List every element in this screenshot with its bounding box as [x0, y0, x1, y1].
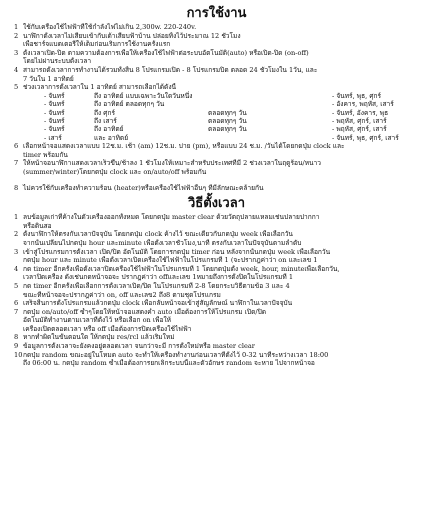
item-text: กด timer อีกครั้งเพื่อตั้งเวลาปิดเครื่องใช้ไฟฟ้าในโปรแกรมที่ 1 โดยกดปุ่มตั้ง week, hour, minuteเพื่อเลือกวัน, [23, 264, 340, 273]
schedule-cell [208, 92, 328, 100]
item-number: 10 [14, 350, 23, 359]
item-text: กดปุ่ม random ขณะอยู่ในโหมด auto จะทำให้เครื่องทำงานก่อนเวลาที่ตั้งไว้ 0-32 นาทีระหว่างเวลา 18:00 [23, 350, 329, 359]
item-number: 6 [14, 299, 19, 308]
item-number: 7 [14, 159, 19, 168]
schedule-cell [208, 134, 328, 142]
schedule-cell: ตลอดทุกๆ วัน [208, 125, 247, 134]
usage-item-7 [14, 159, 419, 176]
item-text: ใช้กับเครื่องใช้ไฟฟ้าที่ใช้กำลังไฟไม่เกิน 2,300w. 220-240v. [23, 23, 197, 31]
item-text-cont: เพื่อชาร์จแบตเตอรี่ให้เต็มก่อนเริ่มการใช้งานครั้งแรก [23, 40, 171, 49]
item-text-cont: เวลาปิดเครื่อง ดังเช่นกดหน้าจอจะ ปรากฎค่าว่า offและเลข 1หมายถึงการตั้งปิดในโปรแกรมที่ 1 [23, 273, 294, 282]
setup-item-8 [14, 333, 419, 342]
setup-item-1 [14, 213, 419, 230]
schedule-cell: - พฤหัส, ศุกร์, เสาร์ [332, 116, 387, 125]
item-number: 3 [14, 247, 19, 256]
item-number: 1 [14, 213, 19, 222]
setup-item-4 [14, 265, 419, 282]
item-text: หากทำผิดในขั้นตอนใด ให้กดปุ่ม res/rcl แล้วเริ่มใหม่ [23, 333, 175, 342]
setup-item-10 [14, 351, 419, 368]
item-number: 8 [14, 333, 19, 342]
schedule-cell: - จันทร์ [44, 100, 65, 109]
item-number: 4 [14, 264, 19, 273]
item-text: สามารถตั้งเวลาการทำงานได้รวมทั้งสิ้น 8 โปรแกรมเปิด - 8 โปรแกรมปิด ตลอด 24 ชั่วโมงใน 1วัน, และ [23, 65, 318, 74]
schedule-cell: ตลอดทุกๆ วัน [208, 116, 247, 125]
schedule-cell: และ อาทิตย์ [94, 133, 129, 142]
item-number: 7 [14, 307, 19, 316]
item-text: ลบข้อมูลเก่าที่ค้างในตัวเครื่องออกทั้งหมด โดยกดปุ่ม master clear ด้วยวัตถุปลายแหลมเช่นปลายปากกา [23, 213, 320, 222]
item-text: นาฬิกาตั้งเวลาไม่เสียบเข้ากับเต้าเสียบฟ้าบ้าน ปล่อยทิ้งไว้ประมาณ 12 ชั่วโมง [23, 31, 241, 40]
setup-item-2 [14, 230, 419, 247]
setup-item-6 [14, 299, 419, 308]
schedule-cell: - จันทร์ [44, 91, 65, 100]
item-text: ให้หน้าจอนาฬิกาแสดงเวลาเร็วขึ้น/ช้าลง 1 ชั่วโมงให้เหมาะสำหรับประเทศที่มี 2 ช่วงเวลาในฤดูร้อน/หนาว [23, 159, 321, 168]
schedule-cell: - เสาร์ [44, 133, 62, 142]
item-text: ไม่ควรใช้กับเครื่องทำความร้อน (heater)หรือเครื่องใช้ไฟฟ้าอื่นๆ ที่มีลักษณะคล้ายกัน [23, 183, 264, 192]
item-text: ช่วงเวลาการตั้งเวลาใน 1 อาทิตย์ สามารถเลือกได้ดังนี้ [23, 83, 177, 92]
usage-note-8 [14, 184, 419, 193]
item-number: 5 [14, 281, 19, 290]
item-text: เลือกหน้าจอแสดงเวลาแบบ 12ช.ม. เช้า (am) 12ช.ม. บ่าย (pm), หรือแบบ 24 ช.ม. /วันได้โดยกดปุ่ม clock และ [23, 142, 345, 151]
item-text-cont: หรือดินสอ [23, 221, 52, 230]
setup-item-3 [14, 248, 419, 265]
item-text: เสร็จสิ้นการตั้งโปรแกรมแล้วกดปุ่ม clock เพื่อกลับหน้าจอเข้าสู่สัญลักษณ์ นาฬิกาในเวลาปัจจุบัน [23, 299, 293, 308]
usage-item-6 [14, 142, 419, 159]
item-number: 5 [14, 83, 19, 92]
schedule-cell: - จันทร์ [44, 125, 65, 134]
schedule-cell: - จันทร์ [44, 108, 65, 117]
usage-item-2 [14, 32, 419, 49]
setup-item-9 [14, 342, 419, 351]
item-text: เข้าสู่โปรแกรมการตั้งเวลา เปิด/ปิด อัตโนมัติ โดยการกดปุ่ม timer ก่อน หลังจากนั้นกดปุ่ม week เพื่อเลือกวัน [23, 247, 331, 256]
item-text-cont: กดปุ่ม hour และ minute เพื่อตั้งเวลาเปิดเครื่องใช้ไฟฟ้าในโปรแกรมที่ 1 (จะปรากฎค่าว่า on และเลข 1 [23, 256, 318, 265]
schedule-cell [208, 100, 328, 108]
schedule-cell: - จันทร์, อังคาร, พุธ [332, 108, 389, 117]
setup-item-7 [14, 308, 419, 334]
schedule-cell: ตลอดทุกๆ วัน [208, 108, 247, 117]
item-text-cont: โดยไม่ผ่านระบบตั้งเวลา [23, 57, 92, 66]
item-text-cont: timer พร้อมกัน [23, 150, 68, 159]
usage-item-3 [14, 49, 419, 66]
item-text: ตั้งเวลาเปิด-ปิด ตามความต้องการเพื่อให้เครื่องใช้ไฟฟ้าต่อระบบอัตโนมัติ(auto) หรือเปิด-ปิด (on-off) [23, 48, 309, 57]
schedule-cell: ถึง เสาร์ [94, 116, 117, 125]
item-number: 1 [14, 23, 19, 31]
item-number: 2 [14, 230, 19, 239]
setup-item-5 [14, 282, 419, 299]
item-text-cont: ขณะที่หน้าจอจะปรากฎค่าว่า on, off และเลข2 ถึง8 ตามชุดโปรแกรม [23, 290, 221, 299]
item-text: ตั้งนาฬิกาให้ตรงกับเวลาปัจจุบัน โดยกดปุ่ม clock ค้างไว้ ขณะเดียวกันกดปุ่ม week เพื่อเลือกวัน [23, 230, 293, 239]
usage-item-4 [14, 66, 419, 83]
item-text: ข้อมูลการตั้งเวลาจะยังคงอยู่ตลอดเวลา จนกว่าจะมี การตั้งใหม่หรือ master clear [23, 342, 255, 351]
item-text-cont: อัตโนมัติทำงานตามเวลาที่ตั้งไว้ หรือเลือก on เพื่อให้ [23, 316, 172, 325]
schedule-cell: ถึง ศุกร์ [94, 108, 116, 117]
item-text-cont: (summer/winter)โดยกดปุ่ม clock และ on/auto/off พร้อมกัน [23, 167, 207, 176]
item-text-cont: ถึง 06:00 น. กดปุ่ม random ซ้ำเมื่อต้องการยกเลิกระบบนี้และตัวอักษร random จะหาย ไปจากหน้าจอ [23, 359, 315, 368]
item-text: กด timer อีกครั้งเพื่อเลือกการตั้งเวลาเปิด/ปิด ในโปรแกรมที่ 2-8 โดยกระบวิธีตามข้อ 3 และ 4 [23, 281, 290, 290]
item-number: 8 [14, 183, 19, 192]
section-title-usage: การใช้งาน [186, 6, 247, 21]
schedule-cell: ถึง อาทิตย์ แบบเฉพาะวันใดวันหนึ่ง [94, 91, 193, 100]
schedule-options [14, 92, 419, 142]
usage-item-5 [14, 83, 419, 92]
item-text-cont: จากนั้นเปลี่ยนไปกดปุ่ม hour และminute เพื่อตั้งเวลาชั่วโมง,นาที ตรงกับเวลาในปัจจุบันตามลำดับ [23, 238, 302, 247]
schedule-cell: ถึง อาทิตย์ [94, 125, 124, 134]
item-number: 2 [14, 31, 19, 40]
schedule-cell: - จันทร์ [44, 116, 65, 125]
item-text: กดปุ่ม on/auto/off ซ้ำๆโดยให้หน้าจอแสดงคำ auto เมื่อต้องการให้โปรแกรม เปิด/ปิด [23, 307, 267, 316]
item-number: 3 [14, 48, 19, 57]
schedule-cell: - จันทร์, พุธ, ศุกร์ [332, 91, 382, 100]
schedule-cell: - พฤหัส, ศุกร์, เสาร์ [332, 125, 387, 134]
item-text-cont: 7 วันใน 1 อาทิตย์ [23, 74, 74, 83]
usage-item-1 [14, 23, 419, 32]
schedule-cell: - จันทร์, พุธ, ศุกร์, เสาร์ [332, 133, 399, 142]
schedule-cell: - อังคาร, พฤหัส, เสาร์ [332, 100, 394, 109]
item-number: 6 [14, 142, 19, 151]
schedule-cell: ถึง อาทิตย์ ตลอดทุกๆ วัน [94, 100, 165, 109]
section-title-timer-setup: วิธีตั้งเวลา [187, 196, 246, 212]
item-number: 4 [14, 65, 19, 74]
item-number: 9 [14, 342, 19, 351]
item-text-cont: เครื่องเปิดตลอดเวลา หรือ off เมื่อต้องการปิดเครื่องใช้ไฟฟ้า [23, 324, 192, 333]
